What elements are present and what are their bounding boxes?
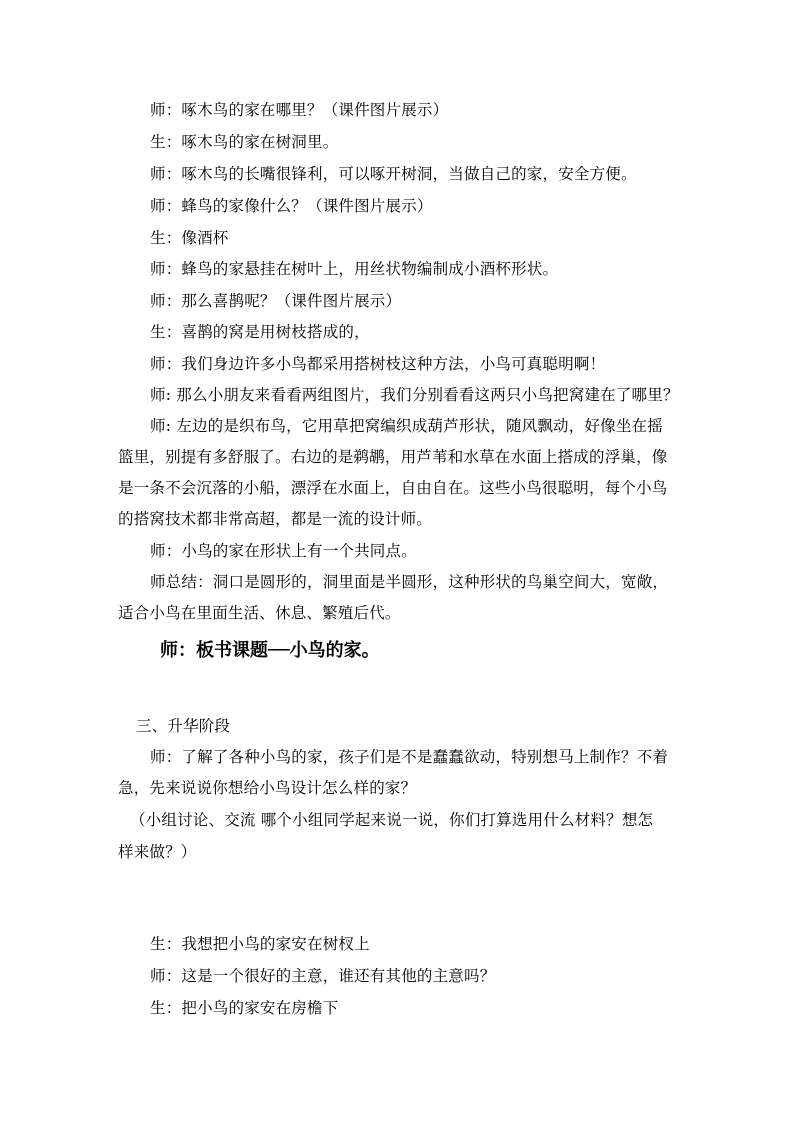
paragraph-hummingbird-explain: 师：蜂鸟的家悬挂在树叶上，用丝状物编制成小酒杯形状。 xyxy=(150,260,559,278)
blackboard-heading: 师：板书课题──小鸟的家。 xyxy=(160,640,380,661)
paragraph-birds-smart: 师：我们身边许多小鸟都采用搭树枝这种方法，小鸟可真聪明啊！ xyxy=(150,355,606,373)
paragraph-group-discussion-line2: 样来做？） xyxy=(118,843,197,861)
paragraph-woodpecker-explain: 师：啄木鸟的长嘴很锋利，可以啄开树洞，当做自己的家，安全方便。 xyxy=(150,165,637,183)
paragraph-woodpecker-question: 师：啄木鸟的家在哪里？（课件图片展示） xyxy=(150,101,449,119)
paragraph-weaver-line1: 师: 左边的是织布鸟，它用草把窝编织成葫芦形状，随风飘动，好像坐在摇 xyxy=(150,417,663,435)
paragraph-summary-line1: 师总结：洞口是圆形的，洞里面是半圆形，这种形状的鸟巢空间大，宽敞， xyxy=(150,573,669,591)
paragraph-hummingbird-answer: 生：像酒杯 xyxy=(150,229,229,247)
paragraph-two-pictures: 师: 那么小朋友来看看两组图片，我们分别看看这两只小鸟把窝建在了哪里？ xyxy=(150,386,679,404)
paragraph-hummingbird-question: 师：蜂鸟的家像什么？（课件图片展示） xyxy=(150,197,433,215)
paragraph-teacher-other-ideas: 师：这是一个很好的主意，谁还有其他的主意吗？ xyxy=(150,967,496,985)
paragraph-magpie-answer: 生：喜鹊的窝是用树枝搭成的， xyxy=(150,323,370,341)
paragraph-student-branch: 生：我想把小鸟的家安在树杈上 xyxy=(150,935,370,953)
paragraph-weaver-line2: 篮里，别提有多舒服了。右边的是鹈鹕，用芦苇和水草在水面上搭成的浮巢，像 xyxy=(118,448,668,466)
paragraph-weaver-line4: 的搭窝技术都非常高超，都是一流的设计师。 xyxy=(118,510,433,528)
paragraph-summary-line2: 适合小鸟在里面生活、休息、繁殖后代。 xyxy=(118,604,401,622)
paragraph-eager-line1: 师：了解了各种小鸟的家，孩子们是不是蠢蠢欲动，特别想马上制作？不着 xyxy=(150,748,669,766)
paragraph-student-eaves: 生：把小鸟的家安在房檐下 xyxy=(150,999,339,1017)
section-title: 三、升华阶段 xyxy=(136,717,231,735)
paragraph-group-discussion-line1: （小组讨论、交流 哪个小组同学起来说一说，你们打算选用什么材料？想怎 xyxy=(130,811,654,829)
paragraph-weaver-line3: 是一条不会沉落的小船，漂浮在水面上，自由自在。这些小鸟很聪明，每个小鸟 xyxy=(118,479,668,497)
paragraph-eager-line2: 急，先来说说你想给小鸟设计怎么样的家？ xyxy=(118,779,417,797)
paragraph-common-point: 师：小鸟的家在形状上有一个共同点。 xyxy=(150,542,417,560)
paragraph-woodpecker-answer: 生：啄木鸟的家在树洞里。 xyxy=(150,133,339,151)
paragraph-magpie-question: 师：那么喜鹊呢？（课件图片展示） xyxy=(150,292,402,310)
